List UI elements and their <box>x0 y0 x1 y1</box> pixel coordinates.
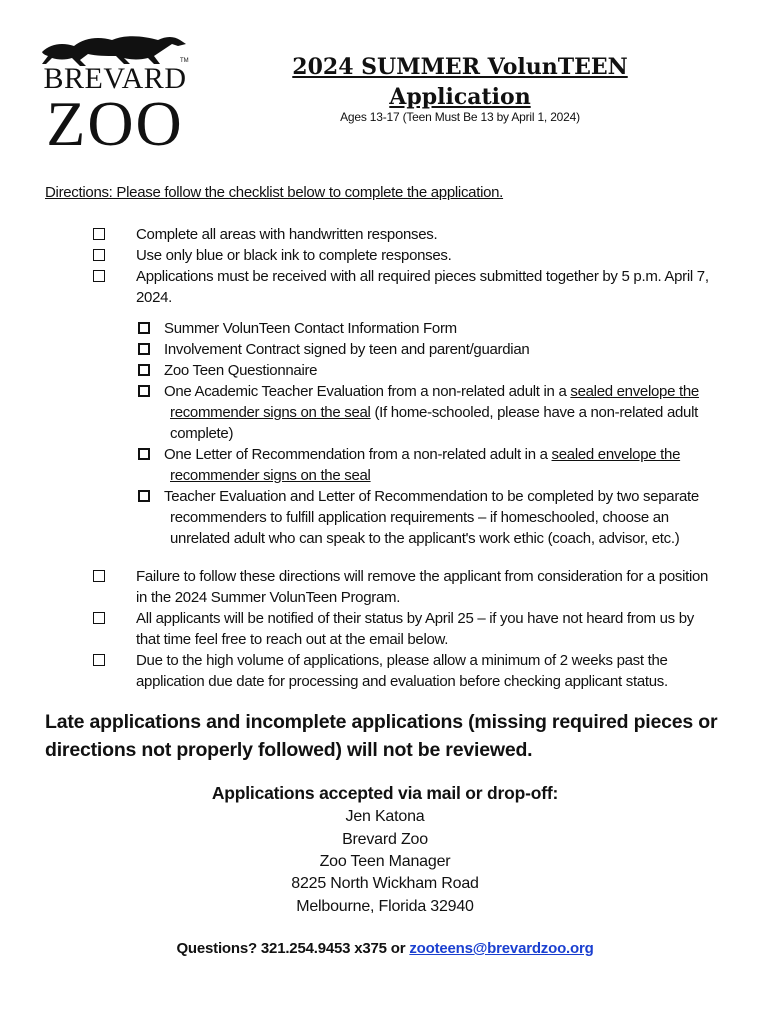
required-piece-box-4 <box>138 385 150 397</box>
required-piece-contact-form: Summer VolunTeen Contact Information Form <box>164 320 457 337</box>
required-piece-separate-recommenders: Teacher Evaluation and Letter of Recommendation to be completed by two separate <box>164 488 699 505</box>
required-piece-box-6 <box>138 490 150 502</box>
logo-zoo-text: ZOO <box>46 88 184 159</box>
brevard-zoo-logo <box>40 30 190 159</box>
required-piece-box-5 <box>138 448 150 460</box>
letter-sealed: sealed envelope the <box>551 446 681 463</box>
checkbox-deadline[interactable] <box>93 270 105 282</box>
contact-role: Zoo Teen Manager <box>319 853 451 870</box>
required-piece-teacher-eval-cont <box>170 402 698 423</box>
checklist-item-failure: Failure to follow these directions will remove the applicant from consideration for a position <box>136 568 709 585</box>
contact-org: Brevard Zoo <box>342 831 428 848</box>
teacher-eval-sealed: sealed envelope the <box>570 383 699 400</box>
required-piece-letter-cont <box>170 465 371 486</box>
title-line-1: 2024 SUMMER VolunTEEN <box>292 54 628 80</box>
contact-street: 8225 North Wickham Road <box>291 875 479 892</box>
accepted-heading: Applications accepted via mail or drop-off: <box>211 783 559 803</box>
required-piece-box-2 <box>138 343 150 355</box>
trademark-mark: TM <box>180 58 189 64</box>
checkbox-processing[interactable] <box>93 654 105 666</box>
required-piece-box-3 <box>138 364 150 376</box>
required-piece-contract: Involvement Contract signed by teen and parent/guardian <box>164 341 530 358</box>
checklist-item-failure-cont: in the 2024 Summer VolunTeen Program. <box>136 589 401 606</box>
checkbox-ink[interactable] <box>93 249 105 261</box>
checklist-item-processing: Due to the high volume of applications, please allow a minimum of 2 weeks past the <box>136 652 668 669</box>
title-line-2: Application <box>389 84 531 110</box>
teacher-eval-homeschool: (If home-schooled, please have a non-related adult <box>370 404 698 421</box>
logo-brevard-text: BREVARD <box>43 62 187 95</box>
contact-city: Melbourne, Florida 32940 <box>296 898 474 915</box>
checklist-item-handwritten: Complete all areas with handwritten responses. <box>136 226 438 243</box>
contact-name: Jen Katona <box>345 808 425 825</box>
letter-signs: recommender signs on the seal <box>170 467 371 484</box>
checklist-item-deadline-cont: 2024. <box>136 289 173 306</box>
checkbox-handwritten[interactable] <box>93 228 105 240</box>
age-requirement: Ages 13-17 (Teen Must Be 13 by April 1, 2024) <box>340 110 580 124</box>
email-link[interactable]: zooteens@brevardzoo.org <box>409 940 594 957</box>
letter-text: One Letter of Recommendation from a non-related adult in a <box>164 446 552 463</box>
checklist-item-deadline: Applications must be received with all required pieces submitted together by 5 p.m. April 7, <box>136 268 709 285</box>
required-piece-box-1 <box>138 322 150 334</box>
page-title <box>250 52 670 112</box>
checklist-item-notification: All applicants will be notified of their status by April 25 – if you have not heard from us by <box>136 610 694 627</box>
checklist-item-ink: Use only blue or black ink to complete responses. <box>136 247 452 264</box>
checklist-item-processing-cont: application due date for processing and evaluation before checking applicant status. <box>136 673 668 690</box>
required-piece-letter <box>164 444 680 465</box>
required-piece-teacher-eval <box>164 381 699 402</box>
directions-heading: Directions: Please follow the checklist below to complete the application. <box>45 184 504 201</box>
checklist-item-notification-cont: that time feel free to reach out at the email below. <box>136 631 449 648</box>
questions-label: Questions? 321.254.9453 x375 or <box>176 940 410 957</box>
required-piece-separate-recommenders-2: recommenders to fulfill application requirements – if homeschooled, choose an <box>170 509 669 526</box>
checkbox-failure[interactable] <box>93 570 105 582</box>
checkbox-notification[interactable] <box>93 612 105 624</box>
required-piece-separate-recommenders-3: unrelated adult who can speak to the applicant's work ethic (coach, advisor, etc.) <box>170 530 680 547</box>
teacher-eval-signs: recommender signs on the seal <box>170 404 371 421</box>
required-piece-teacher-eval-end: complete) <box>170 425 234 442</box>
required-piece-questionnaire: Zoo Teen Questionnaire <box>164 362 318 379</box>
teacher-eval-text: One Academic Teacher Evaluation from a non-related adult in a <box>164 383 571 400</box>
questions-line <box>0 940 770 957</box>
late-applications-notice: Late applications and incomplete applications (missing required pieces or directions not properly followed) will not be reviewed. <box>45 711 718 761</box>
